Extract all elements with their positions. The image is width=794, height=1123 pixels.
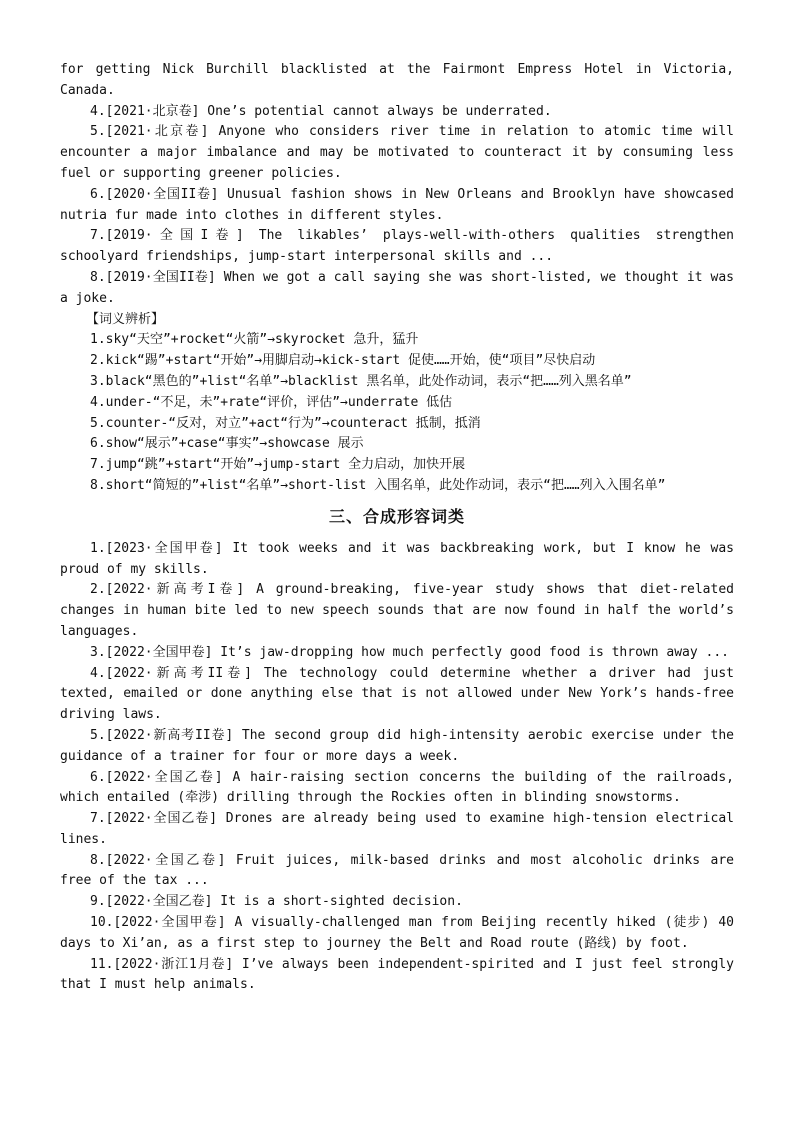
paragraph: 9.[2022·全国乙卷] It is a short-sighted decision.: [90, 894, 463, 910]
document-body: [60, 60, 734, 996]
paragraph: 4.under-“不足，未”+rate“评价，评估”→underrate 低估: [90, 394, 453, 410]
paragraph: 7.jump“跳”+start“开始”→jump-start 全力启动，加快开展: [90, 457, 466, 473]
paragraph: 7.[2019·全国I卷] The likables’ plays-well-with-others qualities strengthen schoolyard friendships, jump-start interpersonal skills and ...: [60, 228, 734, 265]
paragraph: 1.sky“天空”+rocket“火箭”→skyrocket 急升，猛升: [90, 332, 419, 348]
paragraph: 8.[2022·全国乙卷] Fruit juices, milk-based drinks and most alcoholic drinks are free of the tax ...: [60, 852, 734, 889]
paragraph: 1.[2023·全国甲卷] It took weeks and it was backbreaking work, but I know he was proud of my skills.: [60, 540, 734, 577]
paragraph: 2.[2022·新高考I卷] A ground-breaking, five-year study shows that diet-related changes in human bite led to new speech sounds that are now found in half the world’s languages.: [60, 582, 734, 639]
section-title: 三、合成形容词类: [328, 506, 465, 526]
paragraph: 10.[2022·全国甲卷] A visually-challenged man from Beijing recently hiked (徒步) 40 days to Xi’an, as a first step to journey the Belt and Road route (路线) by foot.: [60, 915, 734, 951]
paragraph: 8.[2019·全国II卷] When we got a call saying she was short-listed, we thought it was a joke.: [60, 269, 734, 306]
paragraph: 6.[2020·全国II卷] Unusual fashion shows in New Orleans and Brooklyn have showcased nutria fur made into clothes in different styles.: [60, 186, 734, 223]
paragraph: 5.[2022·新高考II卷] The second group did high-intensity aerobic exercise under the guidance of a trainer for four or more days a week.: [60, 727, 734, 764]
paragraph: 4.[2021·北京卷] One’s potential cannot always be underrated.: [90, 103, 552, 119]
paragraph: 4.[2022·新高考II卷] The technology could determine whether a driver had just texted, emailed or done anything else that is not allowed under New York’s hands-free driving laws.: [60, 665, 734, 723]
paragraph: 7.[2022·全国乙卷] Drones are already being used to examine high-tension electrical lines.: [60, 811, 734, 847]
paragraph: for getting Nick Burchill blacklisted at the Fairmont Empress Hotel in Victoria, Canada.: [60, 62, 734, 98]
paragraph: 5.[2021·北京卷] Anyone who considers river time in relation to atomic time will encounter a major imbalance and may be motivated to counteract it by consuming less fuel or supporting greener policies.: [60, 124, 734, 181]
paragraph: 8.short“简短的”+list“名单”→short-list 入围名单，此处作动词，表示“把……列入入围名单”: [90, 477, 666, 493]
paragraph: 5.counter-“反对，对立”+act“行为”→counteract 抵制，抵消: [90, 415, 481, 431]
paragraph: 3.[2022·全国甲卷] It’s jaw-dropping how much perfectly good food is thrown away ...: [90, 644, 729, 660]
paragraph: 11.[2022·浙江1月卷] I’ve always been independent-spirited and I just feel strongly that I must help animals.: [60, 956, 734, 993]
paragraph: 6.[2022·全国乙卷] A hair-raising section concerns the building of the railroads, which entailed (牵涉) drilling through the Rockies often in blinding snowstorms.: [60, 769, 734, 806]
paragraph: 6.show“展示”+case“事实”→showcase 展示: [90, 436, 364, 452]
paragraph: 3.black“黑色的”+list“名单”→blacklist 黑名单，此处作动词，表示“把……列入黑名单”: [90, 373, 632, 389]
paragraph: 2.kick“踢”+start“开始”→用脚启动→kick-start 促使……开始，使“项目”尽快启动: [90, 353, 596, 369]
subsection-heading: 【词义辨析】: [86, 311, 165, 327]
